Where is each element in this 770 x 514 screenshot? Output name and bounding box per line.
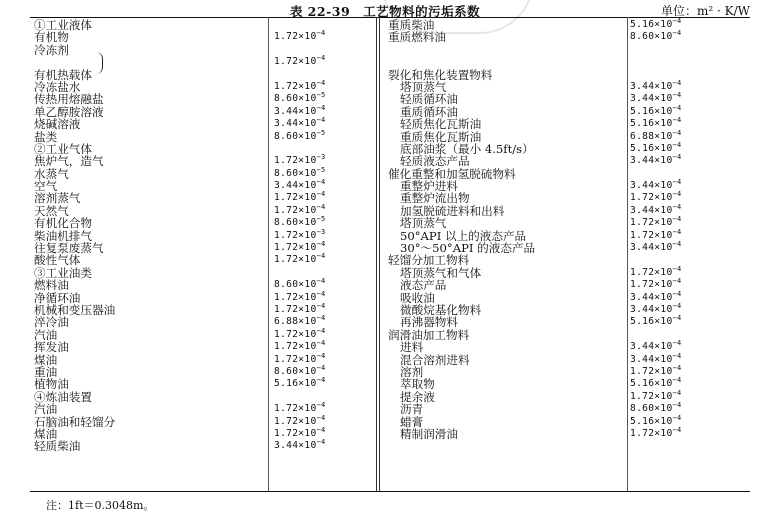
coefficient-mantissa: 1.72×10 <box>274 353 317 365</box>
coefficient-mantissa: 3.44×10 <box>630 180 673 192</box>
coefficient-mantissa: 1.72×10 <box>630 279 673 291</box>
coefficient-mantissa: 5.16×10 <box>630 142 673 154</box>
coefficient-mantissa: 8.60×10 <box>630 403 673 415</box>
coefficient-mantissa: 6.88×10 <box>274 316 317 328</box>
table-row <box>384 56 750 68</box>
coefficient-exponent: −4 <box>316 190 326 199</box>
material-name: 液态产品 <box>400 278 447 293</box>
material-name: 50°API 以上的液态产品 <box>400 228 527 243</box>
material-name: 有机化合物 <box>34 216 92 231</box>
fouling-coefficient <box>274 56 326 68</box>
material-name: 重整炉流出物 <box>400 191 470 206</box>
material-name: 轻馏分加工物料 <box>388 253 470 268</box>
material-name: ③工业油类 <box>34 265 92 280</box>
coefficient-exponent: −4 <box>672 29 682 38</box>
coefficient-mantissa: 1.72×10 <box>274 303 317 315</box>
coefficient-exponent: −4 <box>316 240 326 249</box>
table-row <box>384 93 750 105</box>
material-name: 溶剂 <box>400 364 424 379</box>
fouling-coefficient <box>274 440 326 452</box>
coefficient-exponent: −4 <box>672 301 682 310</box>
coefficient-exponent: −4 <box>316 438 326 447</box>
coefficient-mantissa: 8.60×10 <box>274 93 317 105</box>
coefficient-exponent: −4 <box>316 29 326 38</box>
material-name: 水蒸气 <box>34 166 69 181</box>
coefficient-mantissa: 8.60×10 <box>274 167 317 179</box>
material-name: 微酸烷基化物料 <box>400 302 482 317</box>
material-name: 重质柴油 <box>388 18 435 32</box>
material-name: 有机物 <box>34 30 69 45</box>
coefficient-exponent: −3 <box>316 153 326 162</box>
coefficient-exponent: −4 <box>672 215 682 224</box>
material-name: 30°～50°API 的液态产品 <box>400 241 536 256</box>
coefficient-mantissa: 8.60×10 <box>274 130 317 142</box>
material-name: 轻质焦化瓦斯油 <box>400 117 482 132</box>
coefficient-exponent: −4 <box>672 351 682 360</box>
material-name: 汽油 <box>34 402 58 417</box>
table-row <box>30 31 376 43</box>
table-row <box>384 363 750 379</box>
coefficient-mantissa: 1.72×10 <box>274 56 317 68</box>
coefficient-mantissa: 3.44×10 <box>630 341 673 353</box>
material-name: 重整炉进料 <box>400 179 458 194</box>
coefficient-mantissa: 8.60×10 <box>274 217 317 229</box>
coefficient-exponent: −5 <box>316 128 326 137</box>
coefficient-exponent: −4 <box>672 190 682 199</box>
coefficient-exponent: −4 <box>672 264 682 273</box>
material-name: 润滑油加工物料 <box>388 327 470 342</box>
coefficient-mantissa: 3.44×10 <box>630 80 673 92</box>
material-name: 挥发油 <box>34 340 69 355</box>
fouling-coefficient <box>274 378 326 390</box>
material-name: 净循环油 <box>34 290 81 305</box>
coefficient-exponent: −4 <box>672 103 682 112</box>
table-row <box>384 279 750 291</box>
material-name: 燃料油 <box>34 278 69 293</box>
material-name: 提余液 <box>400 389 435 404</box>
table-row <box>384 192 750 204</box>
material-name: 萃取物 <box>400 377 435 392</box>
table-row <box>30 440 376 452</box>
coefficient-exponent: −3 <box>316 227 326 236</box>
material-name: 石脑油和轻馏分 <box>34 414 116 429</box>
coefficient-exponent: −5 <box>316 91 326 100</box>
coefficient-exponent: −4 <box>672 314 682 323</box>
coefficient-mantissa: 1.72×10 <box>630 217 673 229</box>
coefficient-exponent: −4 <box>672 78 682 87</box>
coefficient-mantissa: 5.16×10 <box>630 105 673 117</box>
coefficient-exponent: −4 <box>672 376 682 385</box>
fouling-coefficient <box>274 254 326 266</box>
material-name: 催化重整和加氢脱硫物料 <box>388 166 516 181</box>
coefficient-exponent: −4 <box>672 339 682 348</box>
table-title: 表 22-39 工艺物料的污垢系数 <box>289 4 481 19</box>
material-name: 混合溶剂进料 <box>400 352 470 367</box>
coefficient-mantissa: 1.72×10 <box>274 242 317 254</box>
fouling-coefficient <box>630 155 682 167</box>
material-name: 重质循环油 <box>400 104 458 119</box>
table-row <box>384 217 750 229</box>
coefficient-exponent: −4 <box>672 388 682 397</box>
coefficient-mantissa: 1.72×10 <box>274 341 317 353</box>
coefficient-mantissa: 1.72×10 <box>274 80 317 92</box>
material-name: 煤油 <box>34 352 58 367</box>
material-name: 再沸器物料 <box>400 315 458 330</box>
table-row <box>30 378 376 390</box>
coefficient-exponent: −4 <box>672 289 682 298</box>
coefficient-mantissa: 1.72×10 <box>630 365 673 377</box>
table-row <box>384 118 750 130</box>
coefficient-mantissa: 1.72×10 <box>274 254 317 266</box>
table-row <box>384 44 750 56</box>
material-name: 冷冻盐水 <box>34 79 81 94</box>
material-name: 塔顶蒸气 <box>400 216 447 231</box>
material-name: 机械和变压器油 <box>34 302 116 317</box>
coefficient-exponent: −5 <box>316 165 326 174</box>
table-row <box>384 316 750 328</box>
coefficient-exponent: −4 <box>316 277 326 286</box>
coefficient-exponent: −4 <box>316 339 326 348</box>
unit-label: 单位：m² · K/W <box>661 4 750 18</box>
material-name: 有机热载体 <box>34 67 92 82</box>
coefficient-mantissa: 1.72×10 <box>274 403 317 415</box>
material-name: ④炼油装置 <box>34 389 92 404</box>
coefficient-mantissa: 1.72×10 <box>630 427 673 439</box>
material-name: 底部油浆（最小 4.5ft/s） <box>400 141 534 156</box>
material-name: 冷冻剂 <box>34 42 69 57</box>
material-name: 重质燃料油 <box>388 30 446 45</box>
coefficient-mantissa: 1.72×10 <box>274 427 317 439</box>
coefficient-mantissa: 5.16×10 <box>630 19 673 30</box>
left-column <box>30 19 376 453</box>
fouling-coefficient <box>630 242 682 254</box>
coefficient-mantissa: 8.60×10 <box>630 31 673 43</box>
table-row <box>384 403 750 415</box>
fouling-coefficient <box>630 425 682 440</box>
material-name: 煤油 <box>34 426 58 441</box>
coefficient-mantissa: 5.16×10 <box>630 415 673 427</box>
coefficient-mantissa: 3.44×10 <box>274 118 317 130</box>
coefficient-mantissa: 1.72×10 <box>630 192 673 204</box>
table-row <box>384 31 750 43</box>
table-row <box>384 388 750 404</box>
coefficient-exponent: −4 <box>316 351 326 360</box>
coefficient-mantissa: 3.44×10 <box>630 155 673 167</box>
material-name: 传热用熔融盐 <box>34 92 104 107</box>
coefficient-exponent: −4 <box>316 252 326 261</box>
coefficient-exponent: −4 <box>672 277 682 286</box>
coefficient-exponent: −4 <box>316 314 326 323</box>
material-name: 淬冷油 <box>34 315 69 330</box>
coefficient-mantissa: 1.72×10 <box>274 328 317 340</box>
coefficient-mantissa: 3.44×10 <box>630 291 673 303</box>
table-row <box>384 254 750 266</box>
material-name: 汽油 <box>34 327 58 342</box>
table-row <box>384 341 750 353</box>
coefficient-exponent: −4 <box>672 202 682 211</box>
material-name: 精制润滑油 <box>400 426 458 441</box>
coefficient-mantissa: 1.72×10 <box>630 390 673 402</box>
table-row <box>384 378 750 390</box>
coefficient-exponent: −4 <box>316 363 326 372</box>
coefficient-exponent: −4 <box>316 202 326 211</box>
coefficient-exponent: −4 <box>672 178 682 187</box>
material-name: 往复泵废蒸气 <box>34 241 104 256</box>
coefficient-mantissa: 1.72×10 <box>274 415 317 427</box>
coefficient-exponent: −4 <box>316 301 326 310</box>
coefficient-mantissa: 3.44×10 <box>274 105 317 117</box>
material-name: 轻质循环油 <box>400 92 458 107</box>
material-name: 塔顶蒸气和气体 <box>400 265 482 280</box>
coefficient-exponent: −4 <box>316 413 326 422</box>
table-bottom-rule <box>30 491 750 492</box>
coefficient-mantissa: 1.72×10 <box>274 229 317 241</box>
material-name: 轻质液态产品 <box>400 154 470 169</box>
coefficient-mantissa: 1.72×10 <box>274 31 317 43</box>
material-name: 吸收油 <box>400 290 435 305</box>
material-name: 烧碱溶液 <box>34 117 81 132</box>
fouling-coefficient <box>630 31 682 43</box>
material-name: 柴油机排气 <box>34 228 92 243</box>
coefficient-exponent: −4 <box>316 425 326 434</box>
material-name: 天然气 <box>34 203 69 218</box>
coefficient-exponent: −4 <box>316 103 326 112</box>
material-name: 单乙醇胺溶液 <box>34 104 104 119</box>
coefficient-exponent: −4 <box>316 289 326 298</box>
coefficient-mantissa: 3.44×10 <box>630 303 673 315</box>
table-row <box>384 155 750 167</box>
coefficient-mantissa: 1.72×10 <box>274 155 317 167</box>
coefficient-exponent: −4 <box>672 140 682 149</box>
material-name: ②工业气体 <box>34 141 92 156</box>
coefficient-exponent: −4 <box>672 413 682 422</box>
coefficient-mantissa: 3.44×10 <box>274 180 317 192</box>
coefficient-exponent: −4 <box>316 376 326 385</box>
material-name: 焦炉气，造气 <box>34 154 104 169</box>
table-row <box>384 329 750 341</box>
coefficient-mantissa: 1.72×10 <box>274 204 317 216</box>
coefficient-exponent: −4 <box>672 17 682 25</box>
coefficient-mantissa: 8.60×10 <box>274 365 317 377</box>
coefficient-mantissa: 3.44×10 <box>274 440 317 452</box>
right-column <box>384 19 750 440</box>
coefficient-mantissa: 1.72×10 <box>274 291 317 303</box>
material-name: 盐类 <box>34 129 58 144</box>
coefficient-exponent: −4 <box>672 91 682 100</box>
material-name: 植物油 <box>34 377 69 392</box>
material-name: 蜡膏 <box>400 414 424 429</box>
coefficient-mantissa: 3.44×10 <box>630 242 673 254</box>
table-row <box>30 254 376 266</box>
coefficient-mantissa: 8.60×10 <box>274 279 317 291</box>
material-name: 轻质柴油 <box>34 439 81 454</box>
material-name: 加氢脱硫进料和出料 <box>400 203 505 218</box>
coefficient-mantissa: 5.16×10 <box>630 316 673 328</box>
coefficient-mantissa: 1.72×10 <box>274 192 317 204</box>
coefficient-exponent: −4 <box>316 78 326 87</box>
material-name: 进料 <box>400 340 424 355</box>
table-row <box>30 56 376 68</box>
coefficient-mantissa: 1.72×10 <box>630 229 673 241</box>
table-row <box>384 351 750 367</box>
coefficient-mantissa: 3.44×10 <box>630 353 673 365</box>
material-name: 空气 <box>34 179 58 194</box>
coefficient-exponent: −4 <box>672 401 682 410</box>
coefficient-mantissa: 5.16×10 <box>274 378 317 390</box>
coefficient-mantissa: 3.44×10 <box>630 93 673 105</box>
material-name: 塔顶蒸气 <box>400 79 447 94</box>
center-double-separator <box>376 17 380 491</box>
material-name: 酸性气体 <box>34 253 81 268</box>
coefficient-mantissa: 5.16×10 <box>630 378 673 390</box>
material-name: ①工业液体 <box>34 18 92 32</box>
fouling-coefficient <box>630 316 682 328</box>
coefficient-exponent: −4 <box>672 153 682 162</box>
coefficient-mantissa: 1.72×10 <box>630 266 673 278</box>
fouling-coefficient <box>274 128 326 143</box>
material-name: 重质焦化瓦斯油 <box>400 129 482 144</box>
coefficient-exponent: −4 <box>316 178 326 187</box>
footnote: 注：1ft＝0.3048m。 <box>46 499 155 512</box>
coefficient-exponent: −4 <box>316 401 326 410</box>
coefficient-exponent: −4 <box>672 227 682 236</box>
coefficient-exponent: −4 <box>316 54 326 63</box>
material-name: 裂化和焦化装置物料 <box>388 67 493 82</box>
coefficient-exponent: −4 <box>672 128 682 137</box>
fouling-coefficient <box>274 31 326 43</box>
coefficient-exponent: −4 <box>672 363 682 372</box>
coefficient-exponent: −5 <box>316 215 326 224</box>
material-name: 重油 <box>34 364 58 379</box>
material-name: 溶剂蒸气 <box>34 191 81 206</box>
coefficient-mantissa: 5.16×10 <box>630 118 673 130</box>
coefficient-mantissa: 3.44×10 <box>630 204 673 216</box>
coefficient-exponent: −4 <box>316 116 326 125</box>
coefficient-exponent: −4 <box>672 425 682 434</box>
coefficient-exponent: −4 <box>672 240 682 249</box>
coefficient-exponent: −4 <box>672 116 682 125</box>
material-name: 沥青 <box>400 402 424 417</box>
table-row <box>384 425 750 441</box>
coefficient-mantissa: 6.88×10 <box>630 130 673 142</box>
coefficient-exponent: −4 <box>316 326 326 335</box>
